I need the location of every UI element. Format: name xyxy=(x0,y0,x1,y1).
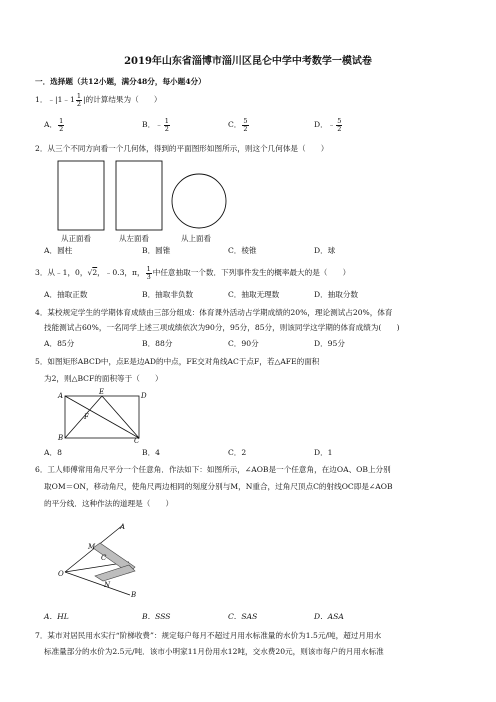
point-label-e: E xyxy=(99,388,105,396)
option-d[interactable]: D．抽取分数 xyxy=(314,290,359,299)
square-ruler-arm-lower xyxy=(95,565,135,581)
view-caption-left: 从左面看 xyxy=(119,234,149,243)
option-b[interactable]: B．SSS xyxy=(142,612,171,621)
option-d[interactable]: D．ASA xyxy=(314,612,344,621)
option-a[interactable]: A． $\frac{1}{2}$ xyxy=(44,117,64,133)
point-label-a: A xyxy=(58,392,64,400)
point-label-n: N xyxy=(104,581,111,589)
option-c[interactable]: C．抽取无理数 xyxy=(228,290,280,299)
question-5-line-1: 5．如图矩形ABCD中，点E是边AD的中点，FE交对角线AC于点F，若△AFE的面积 xyxy=(35,357,320,366)
front-view-rect xyxy=(58,161,104,230)
question-7-line-2: 标准量部分的水价为2.5元/吨．该市小明家11月份用水12吨，交水费20元，则该市每户的月用水标准 xyxy=(44,647,384,656)
option-c[interactable]: C． $\frac{5}{2}$ xyxy=(228,117,248,133)
question-1: 1．﹣|1﹣1 $\frac{1}{2}$ |的计算结果为（ ） xyxy=(35,92,162,108)
point-label-f: F xyxy=(84,413,89,421)
option-c[interactable]: C．2 xyxy=(228,448,247,457)
top-view-circle xyxy=(172,174,226,228)
rectangle-figure xyxy=(55,390,175,450)
page-title: 2019年山东省淄博市淄川区昆仑中学中考数学一模试卷 xyxy=(124,56,372,67)
option-d[interactable]: D．﹣ $\frac{5}{2}$ xyxy=(314,117,342,133)
option-c[interactable]: C．90分 xyxy=(228,339,259,348)
option-b[interactable]: B．抽取非负数 xyxy=(142,290,194,299)
option-a[interactable]: A．8 xyxy=(44,448,62,457)
sqrt-sign: √ xyxy=(87,268,93,277)
option-c[interactable]: C．SAS xyxy=(228,612,258,621)
option-d[interactable]: D．球 xyxy=(314,246,336,255)
question-5-line-2: 为2，则△BCF的面积等于（ ） xyxy=(44,374,163,383)
question-6-line-3: 的平分线．这种作法的道理是（ ） xyxy=(44,499,174,508)
point-label-d: D xyxy=(141,392,147,400)
point-label-o: O xyxy=(58,570,64,578)
point-label-b: B xyxy=(131,591,137,599)
option-d[interactable]: D．1 xyxy=(314,448,333,457)
question-7-line-1: 7．某市对居民用水实行“阶梯收费”：规定每户每月不超过月用水标准量的水价为1.5元/吨，超过月用水 xyxy=(35,631,382,640)
option-a[interactable]: A．抽取正数 xyxy=(44,290,88,299)
option-c[interactable]: C．棱锥 xyxy=(228,246,257,255)
left-view-rect xyxy=(116,161,162,230)
question-6-line-1: 6．工人师傅常用角尺平分一个任意角．作法如下：如图所示，∠AOB是一个任意角，在边OA、OB上分别 xyxy=(35,465,391,474)
option-a[interactable]: A．85分 xyxy=(44,339,75,348)
point-label-b: B xyxy=(58,434,64,442)
option-d[interactable]: D．95分 xyxy=(314,339,345,348)
fraction: $\frac{1}{2}$ xyxy=(76,92,81,108)
question-4-line-2: 技能测试占60%，一名同学上述三项成绩依次为90分，95分，85分，则该同学这学期的体育成绩为( ) xyxy=(44,323,400,332)
point-label-c: C xyxy=(101,554,107,562)
question-4-line-1: 4．某校规定学生的学期体育成绩由三部分组成：体育课外活动占学期成绩的20%，理论测试占20%，体育 xyxy=(35,308,393,317)
view-caption-front: 从正面看 xyxy=(61,234,91,243)
option-b[interactable]: B．88分 xyxy=(142,339,173,348)
option-a[interactable]: A．圆柱 xyxy=(44,246,73,255)
question-6-line-2: 取OM＝ON，移动角尺，使角尺两边相同的刻度分别与M，N重合，过角尺顶点C的射线OC即是∠AOB xyxy=(44,482,393,491)
section-heading: 一．选择题（共12小题，满分48分，每小题4分） xyxy=(35,77,206,86)
option-a[interactable]: A．HL xyxy=(44,612,69,621)
option-b[interactable]: B．4 xyxy=(142,448,161,457)
point-label-c: C xyxy=(134,437,140,445)
point-label-m: M xyxy=(88,543,96,551)
option-b[interactable]: B．﹣ $\frac{1}{2}$ xyxy=(142,117,169,133)
option-b[interactable]: B．圆锥 xyxy=(142,246,171,255)
question-3: 3．从﹣1，0，√2，﹣0.3，π， $\frac{1}{3}$ 中任意抽取一个数．下列事件发生的概率最大的是（ ） xyxy=(35,265,351,281)
question-number: 1． xyxy=(35,95,48,104)
view-caption-top: 从上面看 xyxy=(181,234,211,243)
point-label-a: A xyxy=(120,523,126,531)
question-2: 2．从三个不同方向看一个几何体，得到的平面图形如图所示，则这个几何体是（ ） xyxy=(35,144,329,153)
